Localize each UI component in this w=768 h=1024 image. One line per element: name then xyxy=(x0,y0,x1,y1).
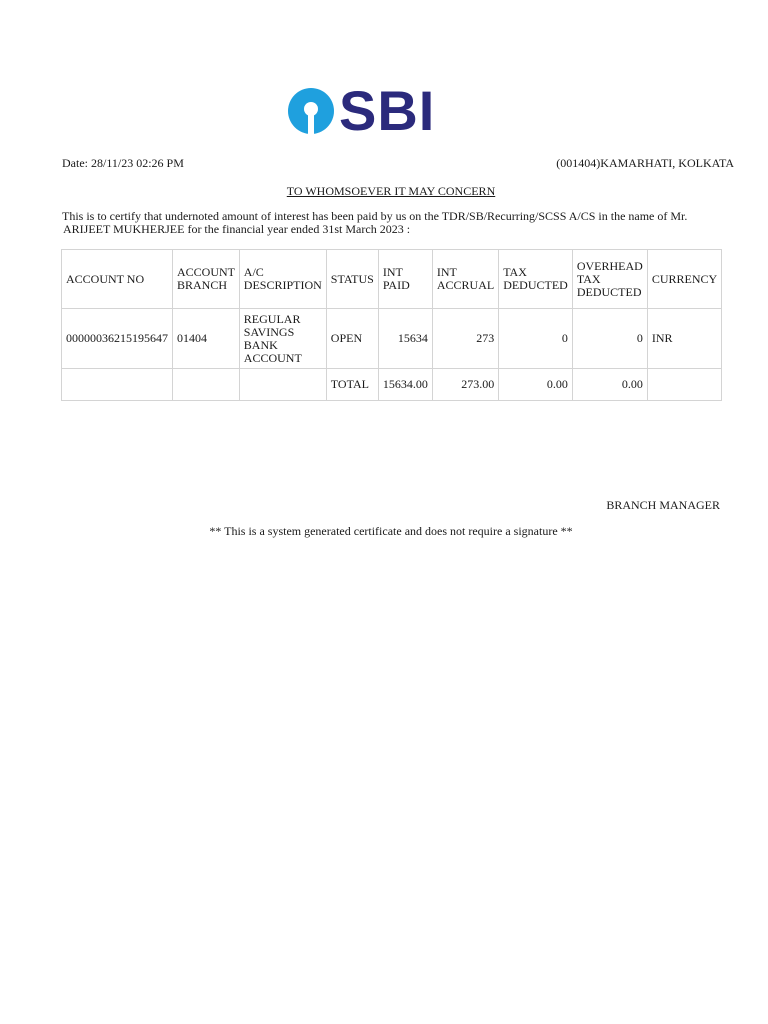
total-int-accrual: 273.00 xyxy=(432,369,498,401)
total-empty-cell xyxy=(173,369,240,401)
table-total-row xyxy=(62,369,722,401)
header-tax-deducted: TAX DEDUCTED xyxy=(499,250,573,309)
letter-title: TO WHOMSOEVER IT MAY CONCERN xyxy=(286,184,496,198)
cell-overhead-tax: 0 xyxy=(572,309,647,369)
header-account-no: ACCOUNT NO xyxy=(62,250,173,309)
sbi-logo xyxy=(287,79,436,142)
cell-int-paid: 15634 xyxy=(378,309,432,369)
certification-line-1: This is to certify that undernoted amount of interest has been paid by us on the TDR/SB/Recurring/SCSS A/CS in the name of Mr. xyxy=(62,209,688,223)
cell-int-accrual: 273 xyxy=(432,309,498,369)
header-description: A/C DESCRIPTION xyxy=(239,250,326,309)
total-tax-deducted: 0.00 xyxy=(499,369,573,401)
total-empty-cell xyxy=(647,369,721,401)
header-account-branch: ACCOUNT BRANCH xyxy=(173,250,240,309)
branch-manager-label: BRANCH MANAGER xyxy=(606,498,720,512)
cell-status: OPEN xyxy=(326,309,378,369)
total-overhead-tax: 0.00 xyxy=(572,369,647,401)
cell-account-no: 00000036215195647 xyxy=(62,309,173,369)
total-empty-cell xyxy=(239,369,326,401)
cell-account-branch: 01404 xyxy=(173,309,240,369)
issue-date: Date: 28/11/23 02:26 PM xyxy=(62,156,184,170)
header-status: STATUS xyxy=(326,250,378,309)
branch-name: (001404)KAMARHATI, KOLKATA xyxy=(556,156,734,170)
cell-tax-deducted: 0 xyxy=(499,309,573,369)
certification-text xyxy=(62,210,702,236)
header-currency: CURRENCY xyxy=(647,250,721,309)
table-header-row xyxy=(62,250,722,309)
total-empty-cell xyxy=(62,369,173,401)
system-generated-note: ** This is a system generated certificate and does not require a signature ** xyxy=(209,524,573,538)
header-int-paid: INT PAID xyxy=(378,250,432,309)
table-row xyxy=(62,309,722,369)
logo-text: SBI xyxy=(339,79,436,142)
sbi-keyhole-icon xyxy=(287,85,335,137)
cell-description: REGULAR SAVINGS BANK ACCOUNT xyxy=(239,309,326,369)
total-int-paid: 15634.00 xyxy=(378,369,432,401)
certification-line-2: ARIJEET MUKHERJEE for the financial year ended 31st March 2023 : xyxy=(63,222,411,236)
interest-table xyxy=(61,249,722,401)
total-label: TOTAL xyxy=(326,369,378,401)
header-overhead-tax: OVERHEAD TAX DEDUCTED xyxy=(572,250,647,309)
cell-currency: INR xyxy=(647,309,721,369)
header-int-accrual: INT ACCRUAL xyxy=(432,250,498,309)
